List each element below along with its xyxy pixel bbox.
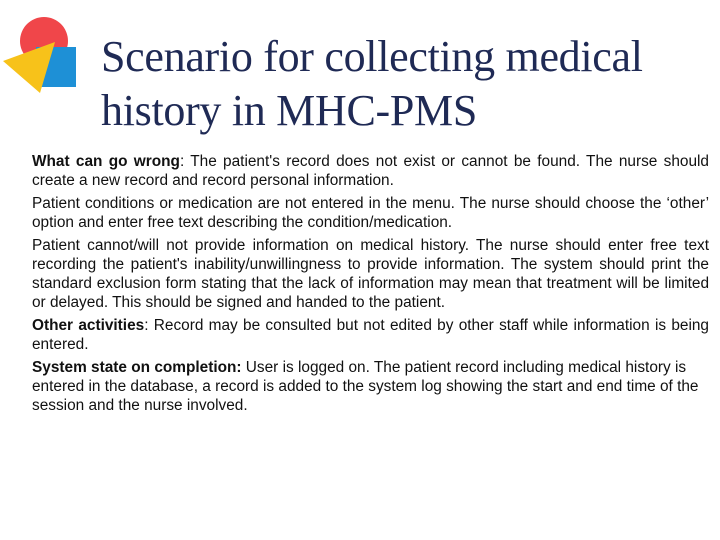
paragraph-system-state <box>32 358 709 415</box>
paragraph-conditions <box>32 194 709 232</box>
paragraph-text: Patient conditions or medication are not entered in the menu. The nurse should choose the ‘other’ option and enter free text describing the condition/medication. <box>32 195 709 231</box>
paragraph-label: What can go wrong <box>32 153 180 170</box>
paragraph-label: System state on completion: <box>32 359 242 376</box>
paragraph-no-information <box>32 236 709 312</box>
paragraph-text: : The patient's record does not exist or cannot be found. The nurse should create a new record and record personal information. <box>32 153 709 189</box>
paragraph-text: : Record may be consulted but not edited by other staff while information is being entered. <box>32 317 709 353</box>
paragraph-text: Patient cannot/will not provide information on medical history. The nurse should enter free text recording the patient's inability/unwillingness to provide information. The system should print the standard exclusion form stating that the lack of information may mean that treatment will be limited or delayed. This should be signed and handed to the patient. <box>32 237 709 311</box>
paragraph-label: Other activities <box>32 317 145 334</box>
title-line-1: Scenario for collecting medical <box>101 32 643 81</box>
scenario-body <box>32 152 709 419</box>
title-line-2: history in MHC-PMS <box>101 86 478 135</box>
page-title <box>101 30 701 138</box>
paragraph-text: User is logged on. The patient record including medical history is entered in the database, a record is added to the system log showing the start and end time of the session and the nurse involved. <box>32 359 699 414</box>
shapes-logo-icon <box>0 0 80 100</box>
paragraph-other-activities <box>32 316 709 354</box>
paragraph-what-can-go-wrong <box>32 152 709 190</box>
